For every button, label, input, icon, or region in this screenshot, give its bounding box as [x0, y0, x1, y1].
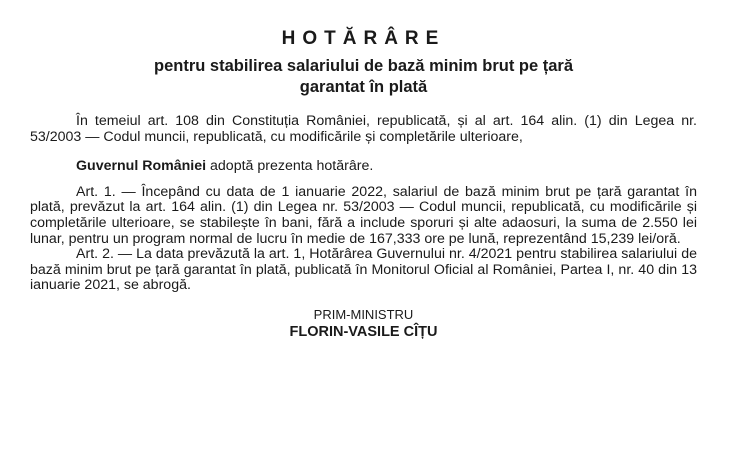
subtitle-line-2: garantat în plată — [299, 78, 428, 96]
article-2: Art. 2. — La data prevăzută la art. 1, Hotărârea Guvernului nr. 4/2021 pentru stabilirea salariului de bază minim brut pe țară garantat în plată, publicată în Monitorul Oficial al României, Partea I, nr. 40 din 13 ianuarie 2021, se abrogă. — [30, 246, 697, 294]
article-1: Art. 1. — Începând cu data de 1 ianuarie 2022, salariul de bază minim brut pe țară garantat în plată, prevăzut la art. 164 alin. (1) din Legea nr. 53/2003 — Codul muncii, republicată, cu modificările și completările ulterioare, se stabilește în bani, fără a include sporuri și alte adaosuri, la suma de 2.550 lei lunar, pentru un program normal de lucru în medie de 167,333 ore pe lună, reprezentând 15,239 lei/oră. — [30, 183, 697, 247]
document-title: HOTĂRÂRE — [281, 28, 446, 49]
signature-role: PRIM-MINISTRU — [313, 306, 414, 322]
document-subtitle — [30, 56, 697, 98]
preamble-paragraph: În temeiul art. 108 din Constituția României, republicată, și al art. 164 alin. (1) din Legea nr. 53/2003 — Codul muncii, republicată, cu modificările și completările ulterioare, — [30, 113, 697, 145]
signature-block — [30, 307, 697, 341]
government-name: Guvernul României — [76, 158, 207, 175]
government-adoption-paragraph — [30, 159, 697, 175]
adoption-text: adoptă prezenta hotărâre. — [206, 158, 374, 175]
signature-name: FLORIN-VASILE CÎȚU — [289, 323, 438, 340]
subtitle-line-1: pentru stabilirea salariului de bază minim brut pe țară — [153, 57, 574, 75]
